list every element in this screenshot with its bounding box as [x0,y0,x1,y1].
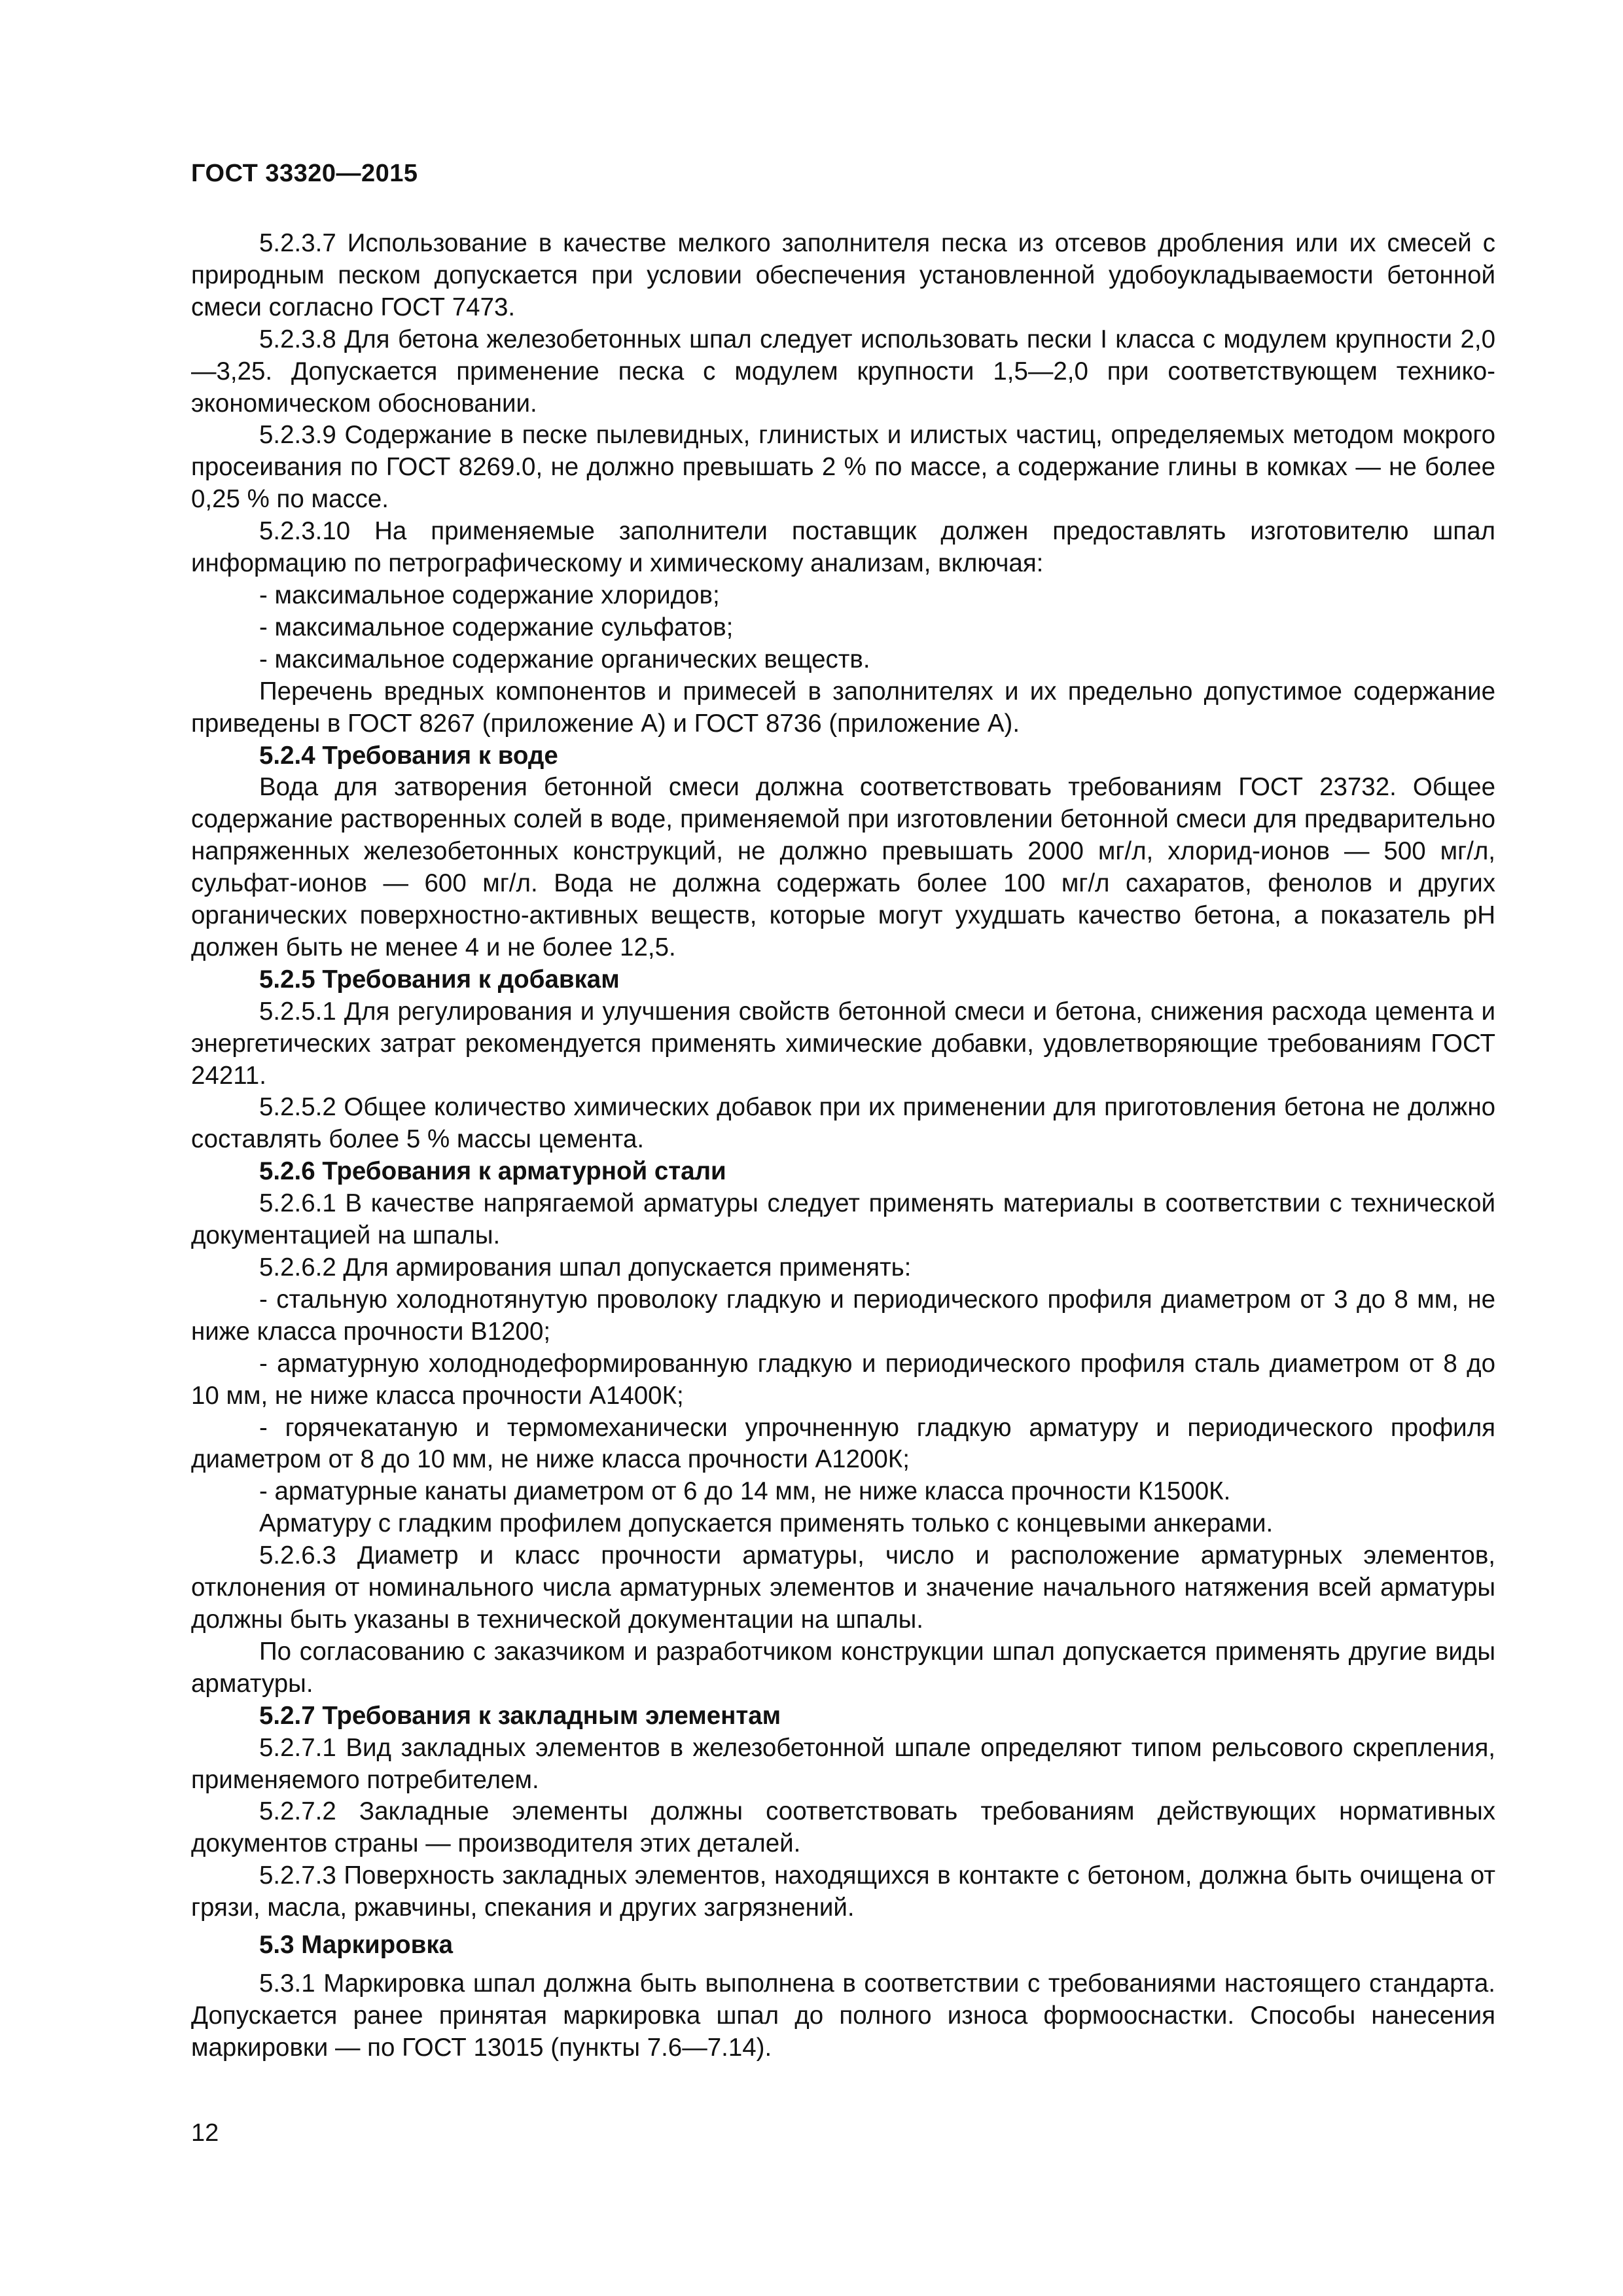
paragraph-5-3-1: 5.3.1 Маркировка шпал должна быть выполнена в соответствии с требованиями настоящего стандарта. Допускается ранее принятая маркировка шпал до полного износа формооснастки. Способы нанесения маркировки — по ГОСТ 13015 (пункты 7.6—7.14). [191,1969,1495,2062]
paragraph-5-2-7-3: 5.2.7.3 Поверхность закладных элементов, находящихся в контакте с бетоном, должна быть очищена от грязи, масла, ржавчины, спекания и других загрязнений. [191,1861,1495,1922]
paragraph-5-2-5-1: 5.2.5.1 Для регулирования и улучшения свойств бетонной смеси и бетона, снижения расхода цемента и энергетических затрат рекомендуется применять химические добавки, удовлетворяющие требованиям ГОСТ 24211. [191,997,1495,1090]
paragraph-5-2-3-9: 5.2.3.9 Содержание в песке пылевидных, глинистых и илистых частиц, определяемых методом мокрого просеивания по ГОСТ 8269.0, не должно превышать 2 % по массе, а содержание глины в комках — не более 0,25 % по массе. [191,421,1495,514]
list-item: - максимальное содержание хлоридов; [259,581,720,609]
list-item: - арматурные канаты диаметром от 6 до 14 мм, не ниже класса прочности К1500К. [259,1477,1231,1506]
list-item: - максимальное содержание органических веществ. [259,645,870,673]
paragraph-other-reinforcement: По согласованию с заказчиком и разработчиком конструкции шпал допускается применять другие виды арматуры. [191,1637,1495,1698]
paragraph-water: Вода для затворения бетонной смеси должна соответствовать требованиям ГОСТ 23732. Общее содержание растворенных солей в воде, применяемой при изготовлении бетонной смеси для предварительно напряженных железобетонных конструкций, не должно превышать 2000 мг/л, хлорид-ионов — 500 мг/л, сульфат-ионов — 600 мг/л. Вода не должна содержать более 100 мг/л сахаратов, фенолов и других органических поверхностно-активных веществ, которые могут ухудшать качество бетона, а показатель pH должен быть не менее 4 и не более 12,5. [191,773,1495,961]
section-heading-5-2-6: 5.2.6 Требования к арматурной стали [259,1157,726,1186]
paragraph-5-2-6-1: 5.2.6.1 В качестве напрягаемой арматуры следует применять материалы в соответствии с технической документацией на шпалы. [191,1189,1495,1250]
paragraph-5-2-7-1: 5.2.7.1 Вид закладных элементов в железобетонной шпале определяют типом рельсового скрепления, применяемого потребителем. [191,1733,1495,1794]
list-item: - горячекатаную и термомеханически упрочненную гладкую арматуру и периодического профиля диаметром от 8 до 10 мм, не ниже класса прочности А1200К; [191,1413,1495,1474]
list-item: - арматурную холоднодеформированную гладкую и периодического профиля сталь диаметром от 8 до 10 мм, не ниже класса прочности А1400К; [191,1349,1495,1410]
paragraph-5-2-7-2: 5.2.7.2 Закладные элементы должны соответствовать требованиям действующих нормативных документов страны — производителя этих деталей. [191,1797,1495,1858]
section-heading-5-2-5: 5.2.5 Требования к добавкам [259,965,620,994]
paragraph-5-2-5-2: 5.2.5.2 Общее количество химических добавок при их применении для приготовления бетона не должно составлять более 5 % массы цемента. [191,1093,1495,1154]
paragraph-harmful-components: Перечень вредных компонентов и примесей в заполнителях и их предельно допустимое содержание приведены в ГОСТ 8267 (приложение А) и ГОСТ 8736 (приложение А). [191,677,1495,738]
section-heading-5-2-4: 5.2.4 Требования к воде [259,741,558,770]
section-heading-5-2-7: 5.2.7 Требования к закладным элементам [259,1701,781,1730]
paragraph-5-2-3-8: 5.2.3.8 Для бетона железобетонных шпал следует использовать пески I класса с модулем крупности 2,0—3,25. Допускается применение песка с модулем крупности 1,5—2,0 при соответствующем технико-экономическом обосновании. [191,325,1495,418]
paragraph-5-2-6-3: 5.2.6.3 Диаметр и класс прочности арматуры, число и расположение арматурных элементов, отклонения от номинального числа арматурных элементов и значение начального натяжения всей арматуры должны быть указаны в технической документации на шпалы. [191,1541,1495,1634]
list-item: - стальную холоднотянутую проволоку гладкую и периодического профиля диаметром от 3 до 8 мм, не ниже класса прочности В1200; [191,1285,1495,1346]
document-header: ГОСТ 33320—2015 [191,160,418,187]
paragraph-5-2-3-10: 5.2.3.10 На применяемые заполнители поставщик должен предоставлять изготовителю шпал информацию по петрографическому и химическому анализам, включая: [191,517,1495,578]
paragraph-smooth-profile: Арматуру с гладким профилем допускается применять только с концевыми анкерами. [259,1509,1274,1538]
paragraph-5-2-6-2: 5.2.6.2 Для армирования шпал допускается применять: [259,1253,912,1282]
list-item: - максимальное содержание сульфатов; [259,613,734,641]
paragraph-5-2-3-7: 5.2.3.7 Использование в качестве мелкого заполнителя песка из отсевов дробления или их смесей с природным песком допускается при условии обеспечения установленной удобоукладываемости бетонной смеси согласно ГОСТ 7473. [191,229,1495,321]
page-number: 12 [191,2119,219,2147]
document-body [191,228,1495,2064]
section-heading-5-3: 5.3 Маркировка [259,1931,454,1960]
